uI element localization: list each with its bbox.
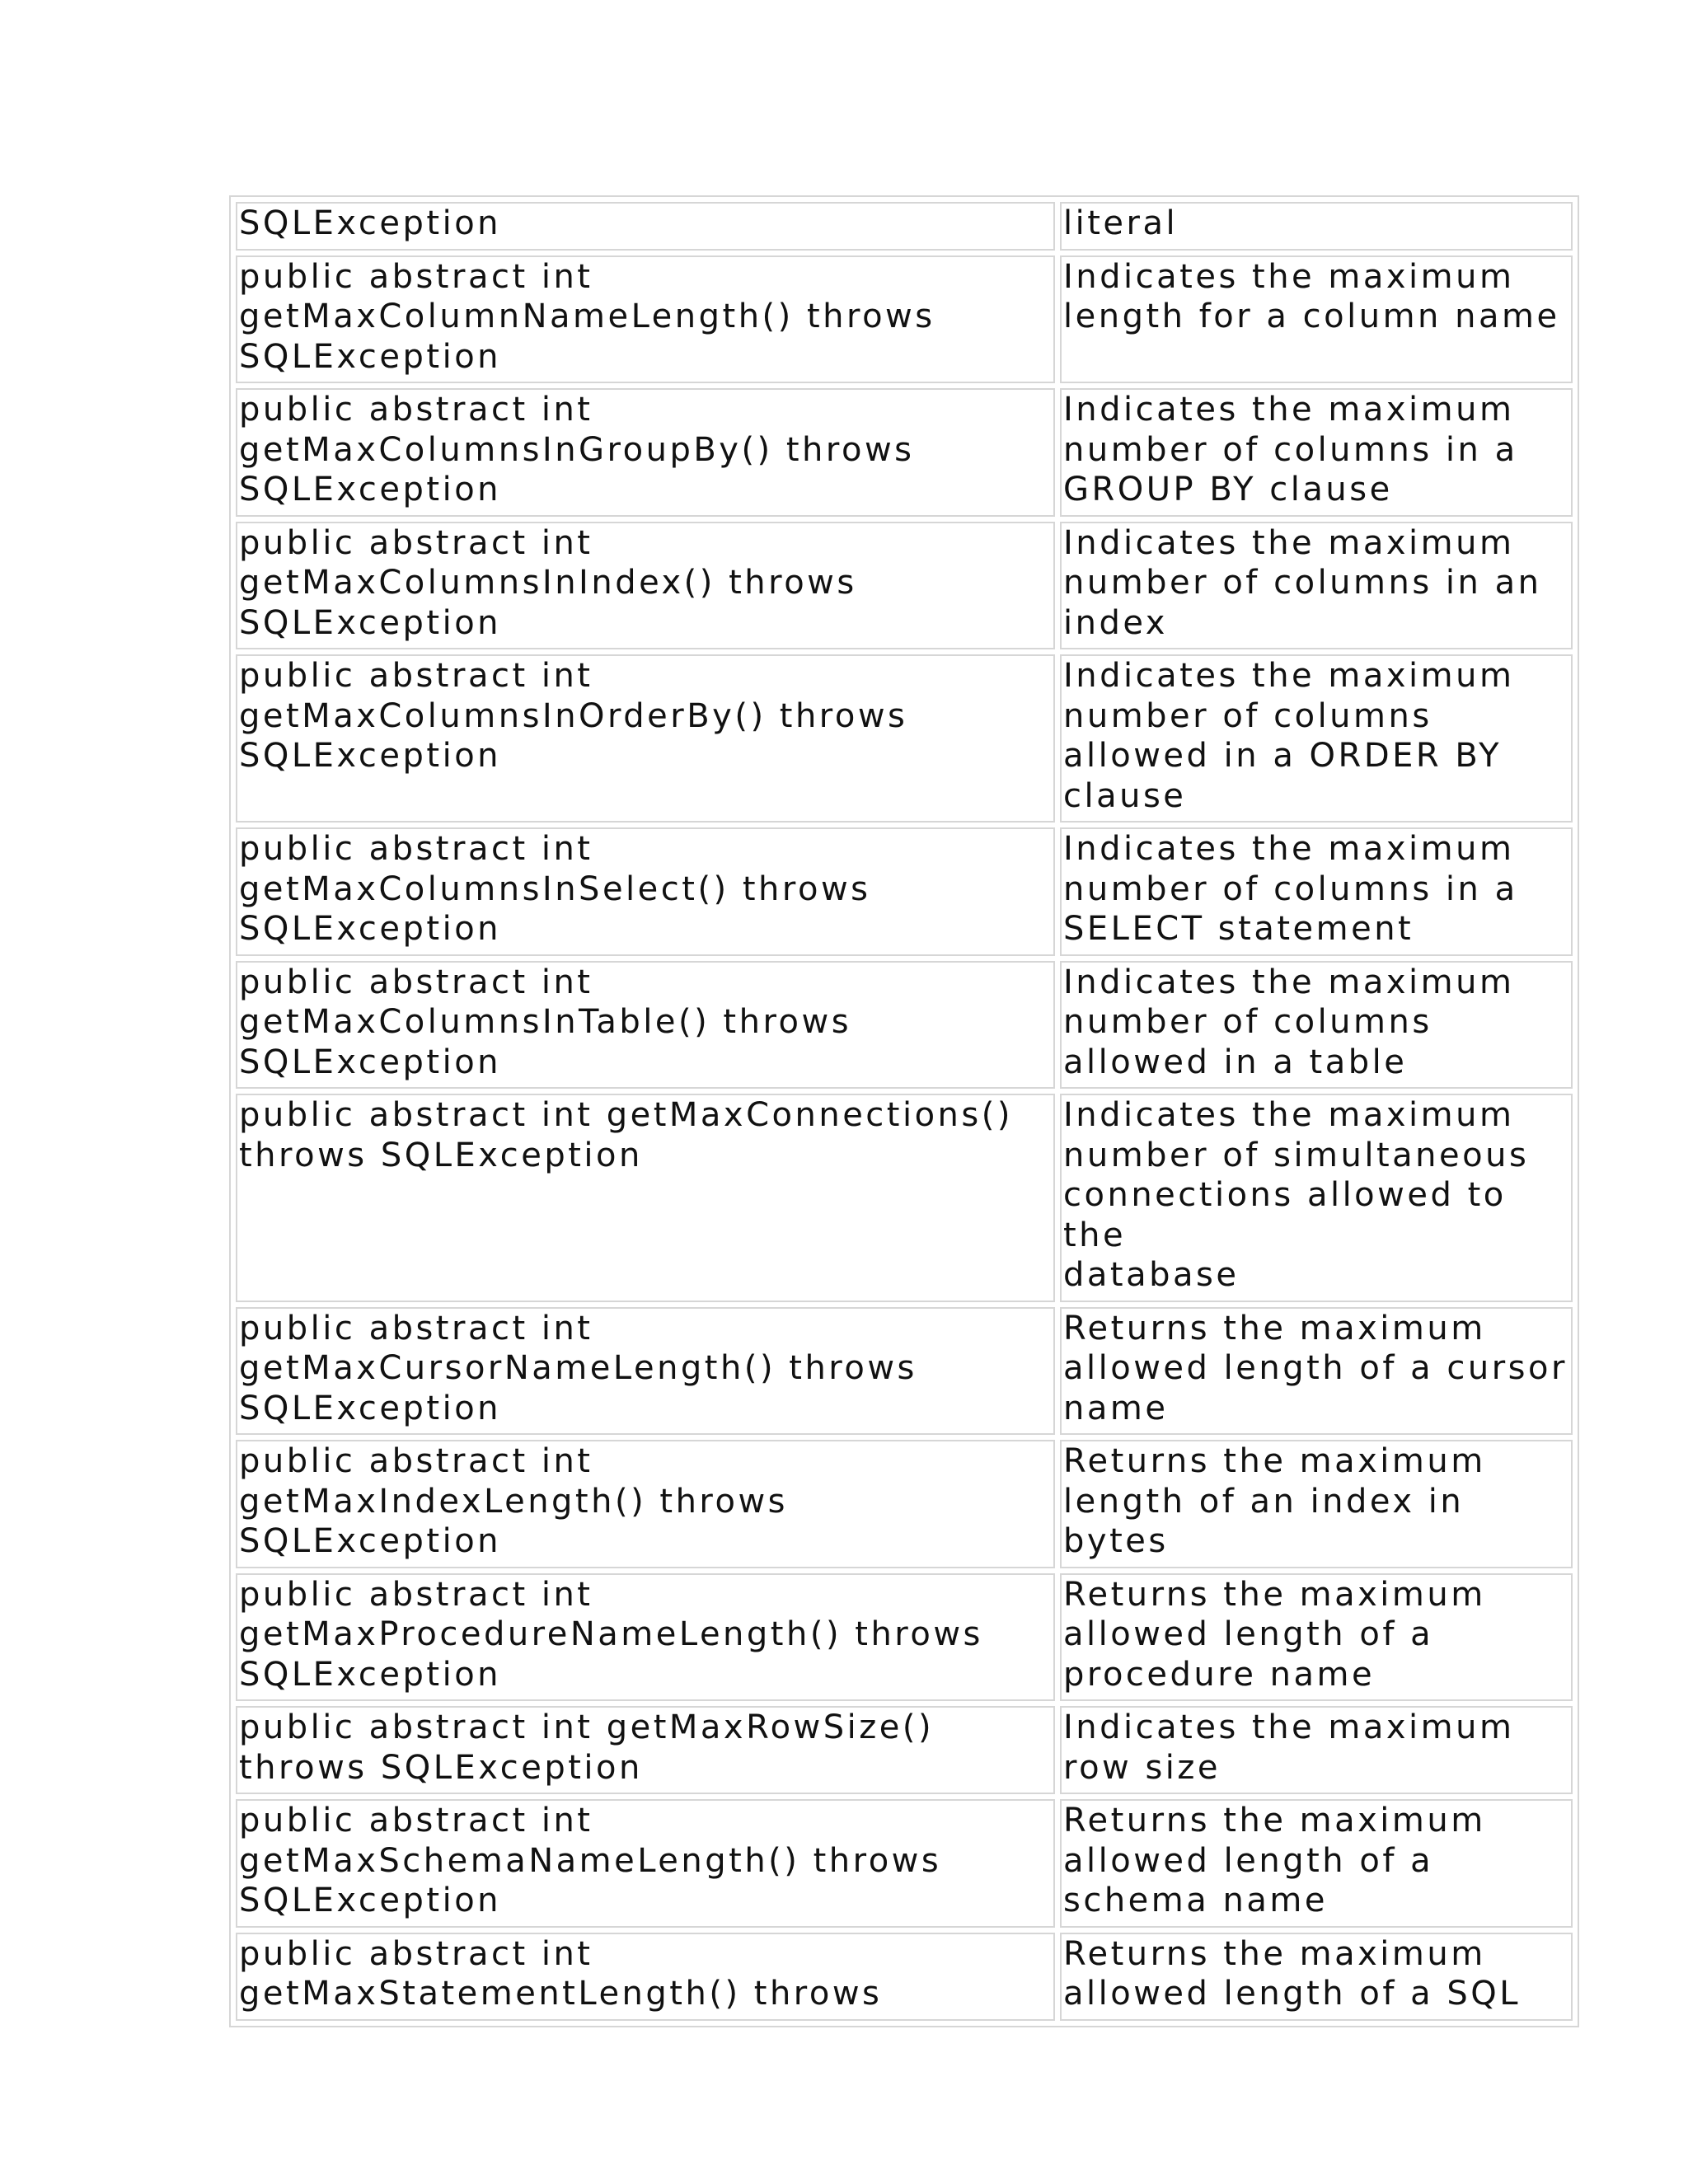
method-signature-cell: public abstract int getMaxStatementLength() throws: [236, 1933, 1055, 2021]
table-row: [236, 202, 1573, 251]
method-signature-cell: public abstract int getMaxCursorNameLength() throws SQLException: [236, 1307, 1055, 1436]
table-row: [236, 827, 1573, 956]
table-row: [236, 522, 1573, 650]
method-description-cell: Indicates the maximum row size: [1060, 1706, 1573, 1794]
method-description-cell: Returns the maximum allowed length of a procedure name: [1060, 1573, 1573, 1702]
method-description-cell: Indicates the maximum number of simultaneous connections allowed to the database: [1060, 1094, 1573, 1302]
method-description-cell: Indicates the maximum length for a column name: [1060, 255, 1573, 384]
table-row: [236, 1933, 1573, 2021]
method-description-cell: Indicates the maximum number of columns allowed in a table: [1060, 961, 1573, 1090]
method-signature-cell: public abstract int getMaxColumnsInTable() throws SQLException: [236, 961, 1055, 1090]
method-signature-cell: public abstract int getMaxIndexLength() throws SQLException: [236, 1440, 1055, 1568]
table-row: [236, 1573, 1573, 1702]
method-signature-cell: public abstract int getMaxRowSize() throws SQLException: [236, 1706, 1055, 1794]
method-signature-cell: public abstract int getMaxConnections() throws SQLException: [236, 1094, 1055, 1302]
method-description-cell: literal: [1060, 202, 1573, 251]
method-description-cell: Indicates the maximum number of columns in a GROUP BY clause: [1060, 388, 1573, 517]
method-signature-cell: public abstract int getMaxColumnNameLength() throws SQLException: [236, 255, 1055, 384]
method-signature-cell: public abstract int getMaxColumnsInGroupBy() throws SQLException: [236, 388, 1055, 517]
table-row: [236, 388, 1573, 517]
method-description-cell: Indicates the maximum number of columns in an index: [1060, 522, 1573, 650]
table-row: [236, 1094, 1573, 1302]
table-row: [236, 255, 1573, 384]
method-signature-cell: public abstract int getMaxProcedureNameLength() throws SQLException: [236, 1573, 1055, 1702]
method-description-cell: Returns the maximum allowed length of a schema name: [1060, 1799, 1573, 1928]
method-description-table: [229, 195, 1579, 2027]
method-signature-cell: public abstract int getMaxColumnsInOrderBy() throws SQLException: [236, 654, 1055, 823]
method-description-cell: Indicates the maximum number of columns in a SELECT statement: [1060, 827, 1573, 956]
method-description-cell: Returns the maximum allowed length of a SQL: [1060, 1933, 1573, 2021]
method-description-cell: Indicates the maximum number of columns allowed in a ORDER BY clause: [1060, 654, 1573, 823]
method-signature-cell: public abstract int getMaxColumnsInIndex() throws SQLException: [236, 522, 1055, 650]
table-row: [236, 961, 1573, 1090]
method-description-cell: Returns the maximum length of an index in bytes: [1060, 1440, 1573, 1568]
method-signature-cell: public abstract int getMaxSchemaNameLength() throws SQLException: [236, 1799, 1055, 1928]
table-row: [236, 1706, 1573, 1794]
method-signature-cell: public abstract int getMaxColumnsInSelect() throws SQLException: [236, 827, 1055, 956]
table-row: [236, 654, 1573, 823]
method-signature-cell: SQLException: [236, 202, 1055, 251]
table-row: [236, 1440, 1573, 1568]
table-row: [236, 1307, 1573, 1436]
method-description-cell: Returns the maximum allowed length of a cursor name: [1060, 1307, 1573, 1436]
table-row: [236, 1799, 1573, 1928]
